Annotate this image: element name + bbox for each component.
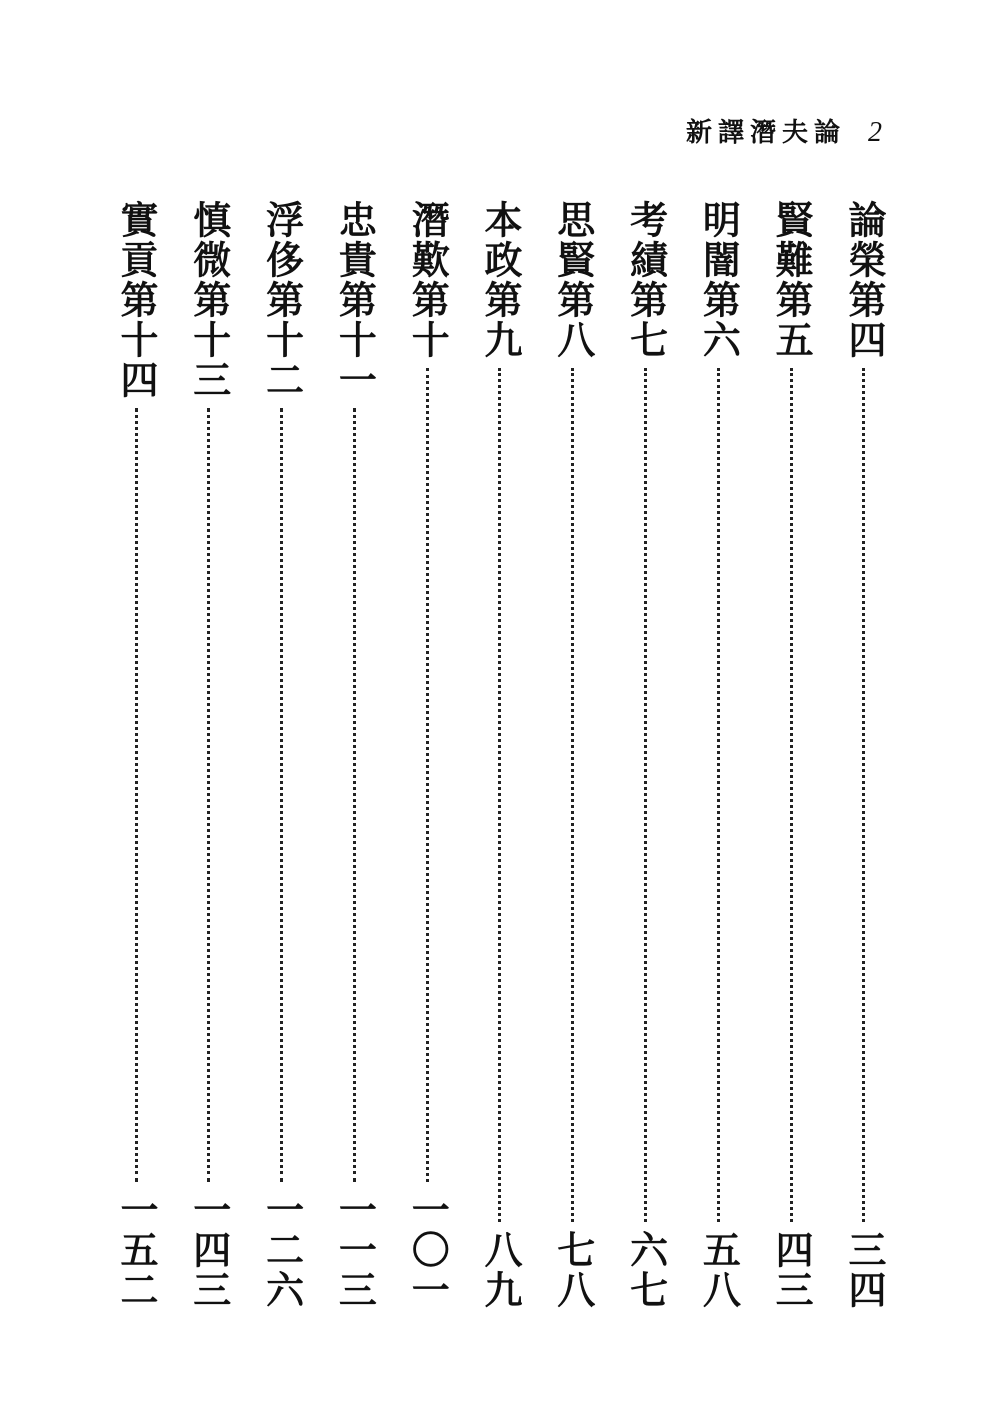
chapter-page: 一四三 [186,1190,232,1310]
dot-leader [862,368,865,1222]
dot-leader [353,408,356,1182]
chapter-page: 一一三 [332,1190,378,1310]
chapter-title: 潛歎第十 [405,200,451,360]
chapter-page: 一五二 [114,1190,159,1310]
chapter-title: 賢難第五 [769,200,815,360]
dot-leader [426,368,429,1182]
toc-entry [391,200,463,1310]
chapter-title: 思賢第八 [550,200,596,360]
dot-leader [135,408,138,1182]
toc-entry [537,200,609,1310]
chapter-title: 論榮第四 [841,200,887,360]
toc-entry [755,200,827,1310]
toc-entry [610,200,682,1310]
chapter-page: 六七 [623,1230,669,1310]
dot-leader [790,368,793,1222]
toc-entry [464,200,536,1310]
chapter-title: 明闇第六 [696,200,742,360]
chapter-page: 八九 [477,1230,523,1310]
dot-leader [207,408,210,1182]
chapter-title: 實貢第十四 [114,200,159,400]
running-header [686,112,882,149]
dot-leader [717,368,720,1222]
page-number: 2 [868,117,882,148]
chapter-title: 本政第九 [477,200,523,360]
dot-leader [644,368,647,1222]
toc-entry [318,200,390,1310]
chapter-page: 七八 [550,1230,596,1310]
chapter-title: 慎微第十三 [186,200,232,400]
toc-entry [100,200,172,1310]
chapter-title: 考績第七 [623,200,669,360]
dot-leader [571,368,574,1222]
chapter-page: 三四 [841,1230,887,1310]
book-title: 新譯潛夫論 [685,118,846,148]
chapter-page: 一二六 [259,1190,305,1310]
chapter-title: 忠貴第十一 [332,200,378,400]
chapter-page: 五八 [696,1230,742,1310]
chapter-page: 一〇一 [405,1190,451,1310]
dot-leader [280,408,283,1182]
chapter-page: 四三 [769,1230,815,1310]
toc-entry [246,200,318,1310]
toc-entry [682,200,754,1310]
dot-leader [498,368,501,1222]
table-of-contents [100,200,900,1310]
chapter-title: 浮侈第十二 [259,200,305,400]
toc-entry [828,200,900,1310]
toc-entry [173,200,245,1310]
